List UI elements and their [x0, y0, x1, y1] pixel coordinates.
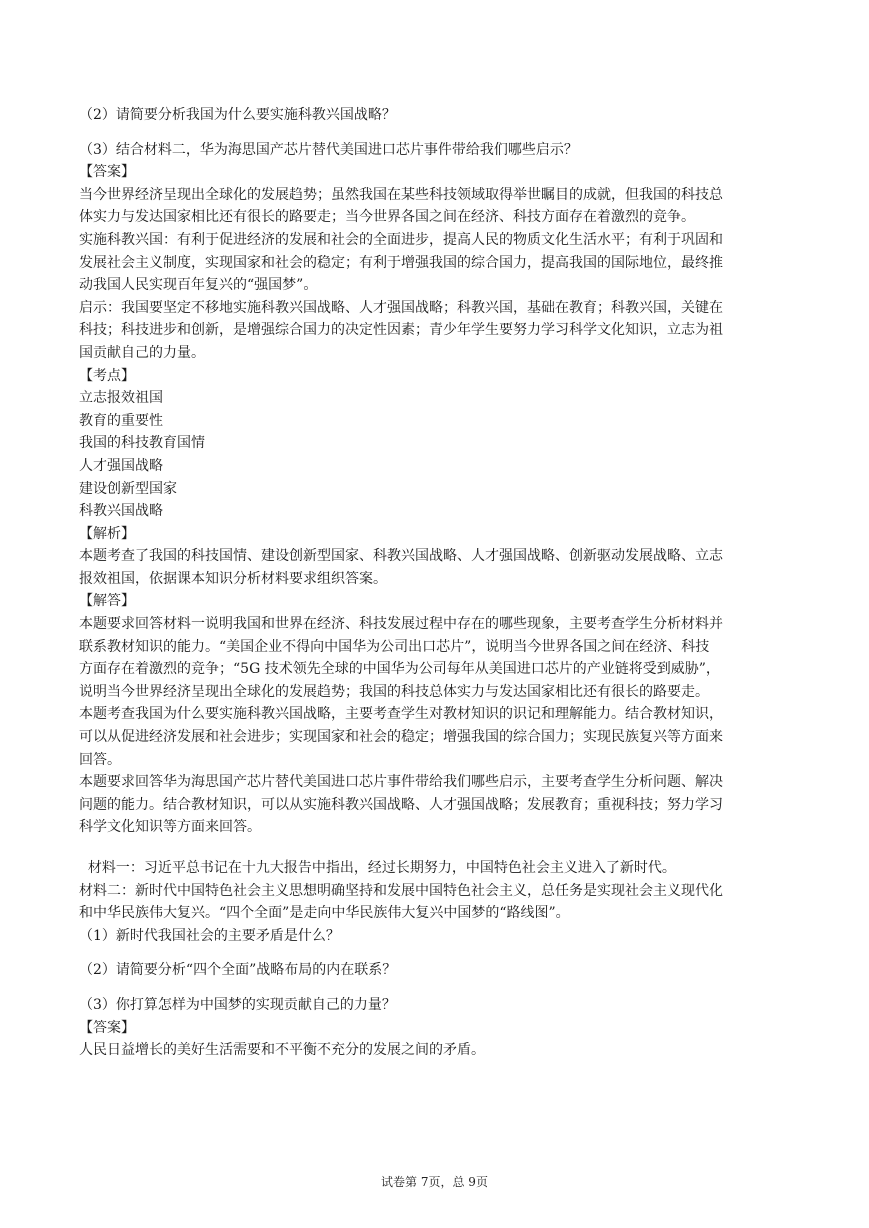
question-2: （2）请简要分析我国为什么要实施科教兴国战略？ — [79, 107, 396, 123]
jiexi-line: 报效祖国，依据课本知识分析材料要求组织答案。 — [79, 570, 387, 587]
answer-line: 动我国人民实现百年复兴的“强国梦”。 — [79, 277, 318, 294]
kaodian-item: 建设创新型国家 — [79, 480, 177, 497]
answer-line: 人民日益增长的美好生活需要和不平衡不充分的发展之间的矛盾。 — [79, 1042, 485, 1059]
material-line: 材料一：习近平总书记在十九大报告中指出，经过长期努力，中国特色社会主义进入了新时代。 — [79, 860, 676, 876]
material-line: 材料二：新时代中国特色社会主义思想明确坚持和发展中国特色社会主义，总任务是实现社会主义现代化 — [79, 882, 723, 899]
kaodian-heading: 【考点】 — [79, 367, 135, 384]
answer-line: 国贡献自己的力量。 — [79, 344, 205, 361]
jieda-line: 本题要求回答材料一说明我国和世界在经济、科技发展过程中存在的哪些现象，主要考查学生分析材料并 — [79, 616, 723, 633]
jieda-line: 方面存在着激烈的竞争；“5G 技术领先全球的中国华为公司每年从美国进口芯片的产业链将受到威胁”， — [79, 661, 720, 678]
question-3: （3）你打算怎样为中国梦的实现贡献自己的力量？ — [79, 996, 396, 1013]
material-line: 和中华民族伟大复兴。“四个全面”是走向中华民族伟大复兴中国梦的“路线图”。 — [79, 905, 570, 922]
question-2: （2）请简要分析“四个全面”战略布局的内在联系？ — [79, 962, 397, 979]
answer-heading: 【答案】 — [79, 1019, 135, 1036]
answer-line: 启示：我国要坚定不移地实施科教兴国战略、人才强国战略；科教兴国，基础在教育；科教兴国，关键在 — [79, 299, 723, 316]
page-content — [79, 104, 787, 1062]
answer-line: 科技；科技进步和创新，是增强综合国力的决定性因素；青少年学生要努力学习科学文化知识，立志为祖 — [79, 322, 723, 339]
answer-line: 体实力与发达国家相比还有很长的路要走；当今世界各国之间在经济、科技方面存在着激烈的竞争。 — [79, 209, 695, 226]
answer-heading: 【答案】 — [79, 164, 135, 181]
jieda-heading: 【解答】 — [79, 593, 135, 610]
jiexi-line: 本题考查了我国的科技国情、建设创新型国家、科教兴国战略、人才强国战略、创新驱动发展战略、立志 — [79, 548, 723, 565]
jieda-line: 可以从促进经济发展和社会进步；实现国家和社会的稳定；增强我国的综合国力；实现民族复兴等方面来 — [79, 729, 723, 746]
kaodian-item: 立志报效祖国 — [79, 390, 163, 407]
kaodian-item: 科教兴国战略 — [79, 503, 163, 520]
jieda-line: 联系教材知识的能力。“美国企业不得向中国华为公司出口芯片”，说明当今世界各国之间在经济、科技 — [79, 638, 710, 655]
answer-line: 实施科教兴国：有利于促进经济的发展和社会的全面进步，提高人民的物质文化生活水平；有利于巩固和 — [79, 231, 723, 248]
jieda-line: 本题要求回答华为海思国产芯片替代美国进口芯片事件带给我们哪些启示，主要考查学生分析问题、解决 — [79, 774, 723, 791]
answer-line: 发展社会主义制度，实现国家和社会的稳定；有利于增强我国的综合国力，提高我国的国际地位，最终推 — [79, 254, 723, 271]
jieda-line: 问题的能力。结合教材知识，可以从实施科教兴国战略、人才强国战略；发展教育；重视科技；努力学习 — [79, 796, 723, 813]
question-3: （3）结合材料二，华为海思国产芯片替代美国进口芯片事件带给我们哪些启示？ — [79, 141, 578, 158]
jieda-line: 科学文化知识等方面来回答。 — [79, 819, 261, 836]
jieda-line: 回答。 — [79, 751, 121, 768]
jiexi-heading: 【解析】 — [79, 525, 135, 542]
kaodian-item: 人才强国战略 — [79, 457, 163, 474]
answer-line: 当今世界经济呈现出全球化的发展趋势；虽然我国在某些科技领域取得举世瞩目的成就，但我国的科技总 — [79, 186, 723, 203]
kaodian-item: 我国的科技教育国情 — [79, 435, 205, 452]
question-1: （1）新时代我国社会的主要矛盾是什么？ — [79, 927, 340, 944]
jieda-line: 说明当今世界经济呈现出全球化的发展趋势；我国的科技总体实力与发达国家相比还有很长的路要走。 — [79, 683, 709, 700]
kaodian-item: 教育的重要性 — [79, 412, 163, 429]
page-footer: 试卷第 7页，总 9页 — [381, 1175, 488, 1189]
jieda-line: 本题考查我国为什么要实施科教兴国战略，主要考查学生对教材知识的识记和理解能力。结合教材知识， — [79, 706, 723, 723]
